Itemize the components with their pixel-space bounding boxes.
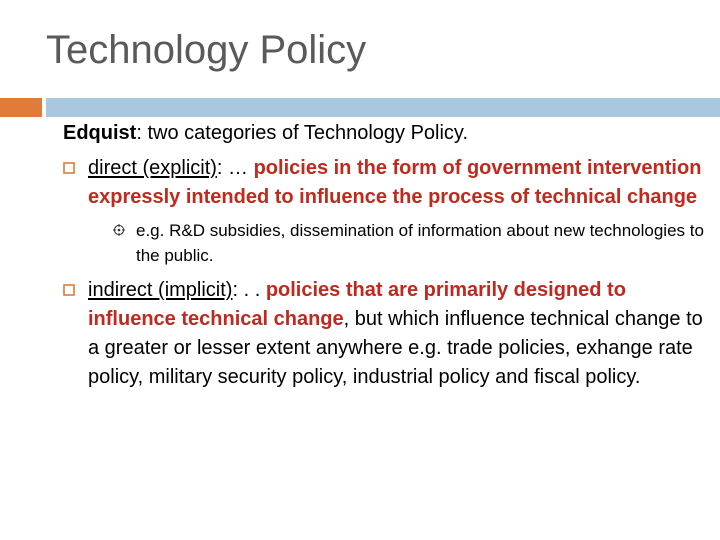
header-accent-bar xyxy=(0,98,42,117)
sub-bullet-text: e.g. R&D subsidies, dissemination of information about new technologies to the public. xyxy=(136,221,704,265)
intro-author: Edquist xyxy=(63,122,137,144)
intro-text: : two categories of Technology Policy. xyxy=(136,122,469,144)
hollow-square-bullet-icon xyxy=(63,162,75,174)
bullet-emphasis: policies that are primarily designed to influence technical change xyxy=(88,279,626,330)
bullet-term: indirect (implicit) xyxy=(88,279,233,301)
intro-line xyxy=(63,119,708,148)
sub-bullet-examples xyxy=(113,218,716,268)
target-bullet-icon xyxy=(113,224,125,236)
slide-body xyxy=(63,119,708,392)
bullet-term: direct (explicit) xyxy=(88,157,217,179)
bullet-lead: : . . xyxy=(232,279,266,301)
hollow-square-bullet-icon xyxy=(63,284,75,296)
bullet-lead: : … xyxy=(216,157,254,179)
bullet-emphasis: policies in the form of government intervention expressly intended to influence the process of technical change xyxy=(88,157,702,208)
bullet-indirect xyxy=(63,276,708,392)
bullet-tail: , but which influence technical change to a greater or lesser extent anywhere e.g. trade policies, exhange rate policy, military security policy, industrial policy and fiscal policy. xyxy=(88,308,703,388)
slide-title: Technology Policy xyxy=(46,28,367,72)
header-bar xyxy=(46,98,720,117)
bullet-direct xyxy=(63,154,708,212)
